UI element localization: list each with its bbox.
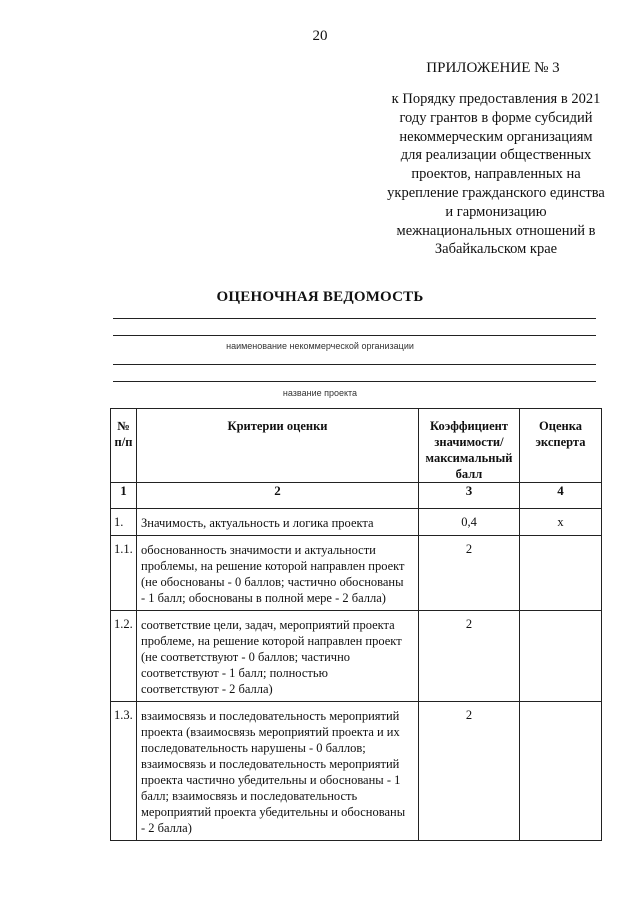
row-criteria [137, 611, 419, 702]
row-number: 1.1. [111, 536, 137, 611]
row-coefficient: 0,4 [419, 509, 520, 536]
criteria-line: (не обоснованы - 0 баллов; частично обоснованы [141, 575, 404, 589]
criteria-line: взаимосвязь и последовательность мероприятий [141, 757, 400, 771]
criteria-line: проекта частично убедительны и обоснованы - 1 [141, 773, 401, 787]
header-coefficient [419, 409, 520, 483]
appendix-title: ПРИЛОЖЕНИЕ № 3 [426, 60, 560, 76]
document-heading: ОЦЕНОЧНАЯ ВЕДОМОСТЬ [216, 289, 424, 305]
header-coefficient-line: балл [455, 467, 483, 481]
criteria-line: соответствуют - 2 балла) [141, 682, 273, 696]
appendix-subtitle-line: проектов, направленных на [411, 166, 581, 183]
criteria-line: проблемы, на решение которой направлен проект [141, 559, 405, 573]
column-number: 3 [419, 483, 520, 509]
row-criteria [137, 536, 419, 611]
row-expert-score: x [520, 509, 602, 536]
criteria-line: соответствуют - 1 балл; полностью [141, 666, 328, 680]
header-coefficient-line: максимальный [425, 451, 513, 465]
header-coefficient-line: значимости/ [434, 435, 504, 449]
appendix-subtitle-line: некоммерческим организациям [399, 128, 593, 145]
row-number: 1. [111, 509, 137, 536]
column-number: 4 [520, 483, 602, 509]
appendix-subtitle [346, 90, 640, 259]
criteria-line: - 1 балл; обоснованы в полной мере - 2 балла) [141, 591, 386, 605]
criteria-line: проекта (взаимосвязь мероприятий проекта и их [141, 725, 400, 739]
row-number: 1.2. [111, 611, 137, 702]
header-expert [520, 409, 602, 483]
table-row [111, 611, 602, 702]
column-number: 2 [137, 483, 419, 509]
project-line [113, 364, 596, 365]
criteria-line: - 2 балла) [141, 821, 192, 835]
row-expert-score [520, 611, 602, 702]
appendix-subtitle-line: для реализации общественных [400, 147, 592, 164]
header-no-line: п/п [114, 435, 133, 449]
table-row [111, 702, 602, 841]
row-expert-score [520, 702, 602, 841]
organization-caption: наименование некоммерческой организации [226, 341, 414, 351]
criteria-line: балл; взаимосвязь и последовательность [141, 789, 358, 803]
header-criteria: Критерии оценки [137, 409, 419, 483]
criteria-line: проблеме, на решение которой направлен проект [141, 634, 402, 648]
evaluation-table [110, 408, 602, 841]
organization-line [113, 335, 596, 336]
table-row [111, 536, 602, 611]
header-no-line: № [117, 419, 130, 433]
header-expert-line: Оценка [539, 419, 582, 433]
header-coefficient-line: Коэффициент [430, 419, 508, 433]
criteria-line: соответствие цели, задач, мероприятий проекта [141, 618, 395, 632]
column-number-row [111, 483, 602, 509]
appendix-subtitle-line: году грантов в форме субсидий [399, 109, 593, 126]
row-coefficient: 2 [419, 536, 520, 611]
criteria-line: последовательность нарушены - 0 баллов; [141, 741, 366, 755]
project-caption: название проекта [282, 388, 358, 398]
criteria-line: (не соответствуют - 0 баллов; частично [141, 650, 351, 664]
column-number: 1 [111, 483, 137, 509]
row-expert-score [520, 536, 602, 611]
appendix-subtitle-line: и гармонизацию [445, 203, 547, 220]
criteria-line: взаимосвязь и последовательность мероприятий [141, 709, 400, 723]
row-coefficient: 2 [419, 611, 520, 702]
organization-line [113, 318, 596, 319]
table-header-row [111, 409, 602, 483]
table-row [111, 509, 602, 536]
row-coefficient: 2 [419, 702, 520, 841]
appendix-subtitle-line: к Порядку предоставления в 2021 [391, 91, 601, 107]
header-no [111, 409, 137, 483]
row-number: 1.3. [111, 702, 137, 841]
appendix-subtitle-line: межнациональных отношений в [396, 222, 596, 239]
project-line [113, 381, 596, 382]
row-criteria [137, 702, 419, 841]
header-expert-line: эксперта [535, 435, 586, 449]
criteria-line: Значимость, актуальность и логика проекта [141, 516, 374, 530]
appendix-subtitle-line: Забайкальском крае [434, 241, 558, 258]
page-number: 20 [312, 28, 328, 44]
appendix-subtitle-line: укрепление гражданского единства [387, 184, 605, 201]
row-criteria [137, 509, 419, 536]
criteria-line: мероприятий проекта убедительны и обоснованы [141, 805, 406, 819]
criteria-line: обоснованность значимости и актуальности [141, 543, 376, 557]
